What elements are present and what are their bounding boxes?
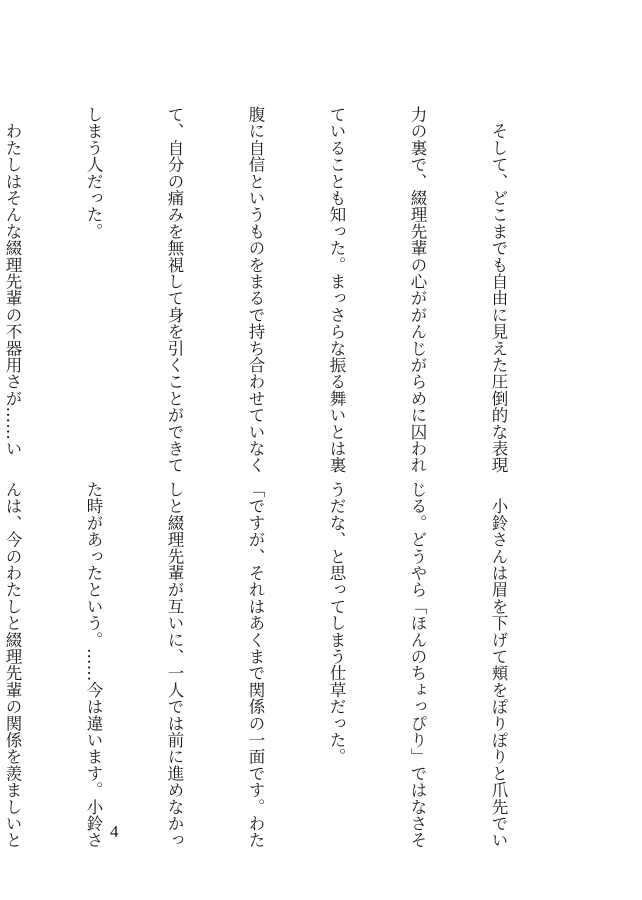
text-line: んは、今のわたしと綴理先輩の関係を羨ましいと — [3, 481, 22, 849]
page-number: 4 — [110, 822, 119, 841]
text-line: しまう人だった。 — [84, 106, 103, 240]
text-line: うだな、と思ってしまう仕草だった。 — [327, 481, 346, 765]
text-line: しと綴理先輩が互いに、一人では前に進めなかっ — [165, 481, 184, 849]
text-line: わたしはそんな綴理先輩の不器用さが……い — [3, 106, 22, 457]
text-block-bottom — [3, 481, 566, 851]
text-line: た時があったという。……今は違います。小鈴さ — [84, 481, 103, 849]
text-line: 腹に自信というものをまるで持ち合わせていなく — [246, 106, 265, 474]
text-line: 「ですが、それはあくまで関係の一面です。わた — [246, 481, 265, 849]
text-line: て、自分の痛みを無視して身を引くことができて — [165, 106, 184, 474]
text-block-top — [3, 106, 566, 474]
text-line: 小鈴さんは眉を下げて頬をぽりぽりと爪先でい — [489, 481, 508, 849]
text-line: そして、どこまでも自由に見えた圧倒的な表現 — [489, 106, 508, 474]
text-line: ていることも知った。まっさらな振る舞いとは裏 — [327, 106, 346, 474]
text-line: じる。どうやら「ほんのちょっぴり」ではなさそ — [408, 481, 427, 849]
text-line: 力の裏で、綴理先輩の心ががんじがらめに囚われ — [408, 106, 427, 474]
